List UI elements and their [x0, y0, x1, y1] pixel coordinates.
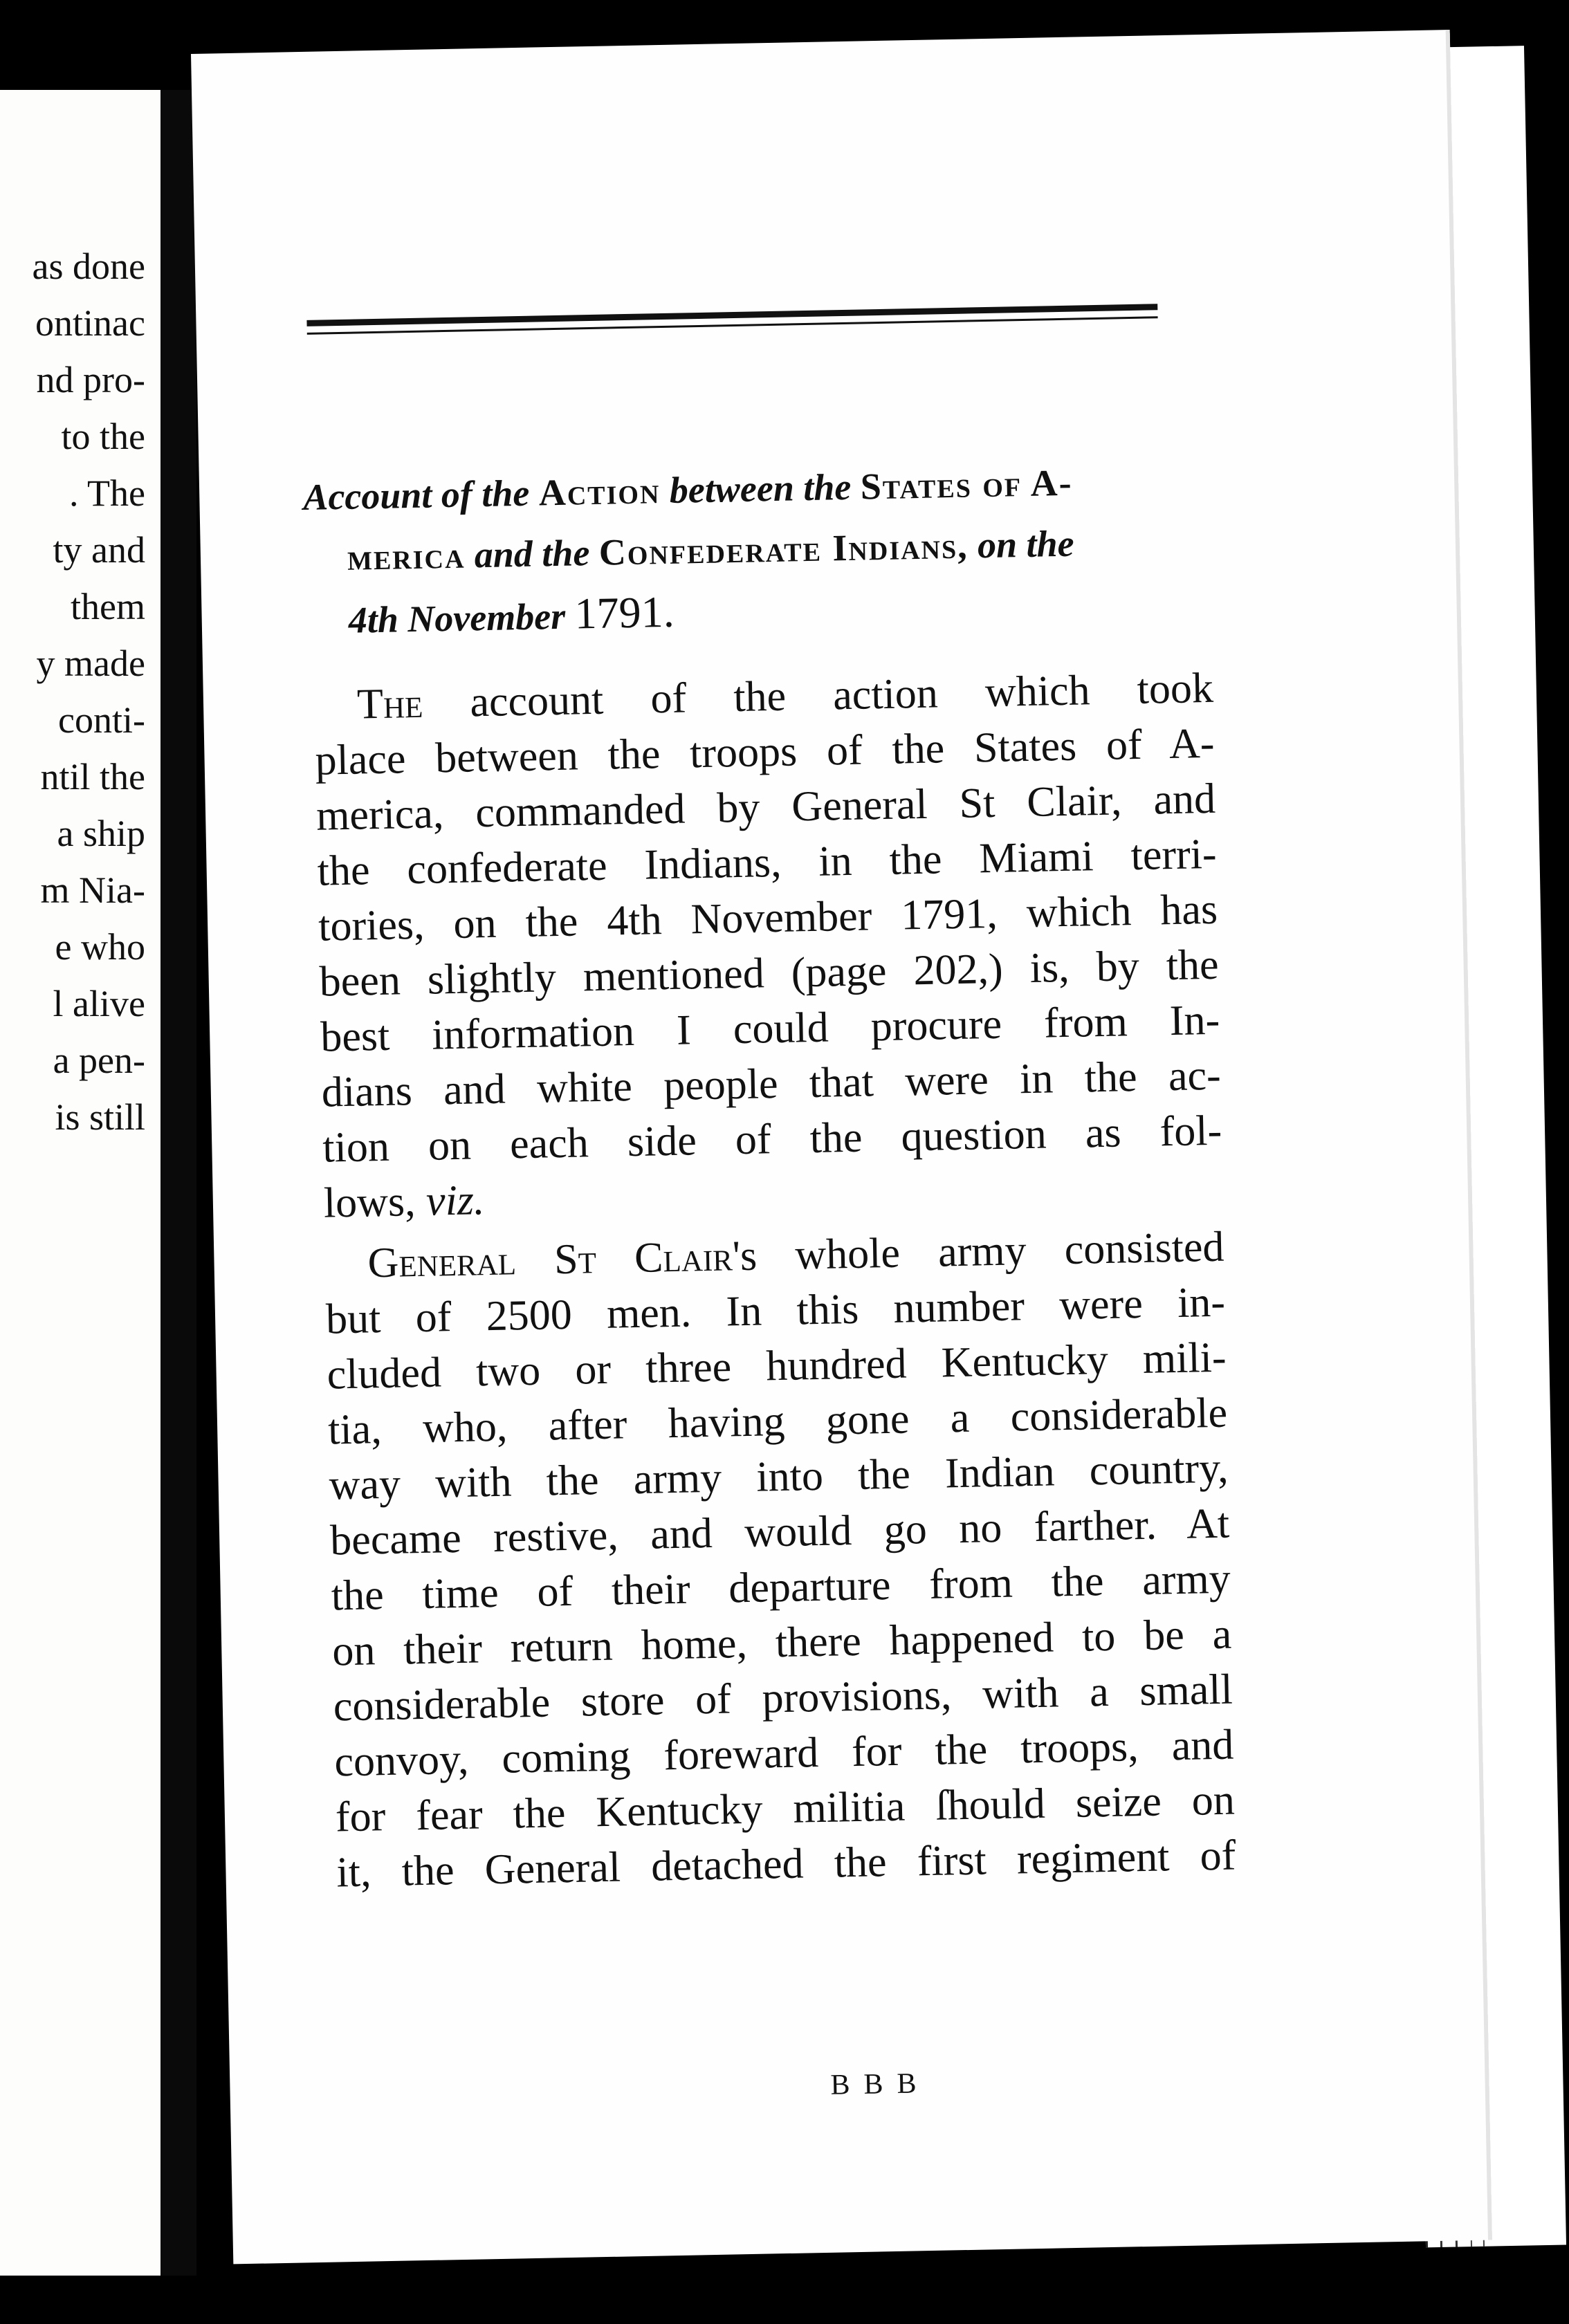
left-page-line: . The — [69, 472, 145, 514]
text-line: tia, who, after having gone a considerable — [327, 1389, 1228, 1454]
left-facing-page — [0, 90, 160, 2276]
chapter-title — [302, 450, 1205, 652]
text-line: tories, on the 4th November 1791, which has — [318, 885, 1218, 950]
left-page-line: y made — [36, 643, 145, 684]
header-rule — [306, 304, 1157, 326]
text-line: account of the action which took — [469, 664, 1214, 726]
text-line: merica, commanded by General St Clair, and — [315, 775, 1216, 840]
text-line: the time of their departure from the army — [331, 1555, 1231, 1620]
left-page-line: a ship — [57, 813, 145, 854]
title-text: merica — [347, 534, 466, 578]
title-text: States of A- — [860, 461, 1074, 508]
text-line: lows, — [323, 1178, 416, 1227]
text-line: the confederate Indians, in the Miami terri- — [317, 830, 1218, 895]
paragraph — [324, 1219, 1236, 1901]
text-line: on their return home, there happened to be a — [331, 1610, 1232, 1675]
signature-mark: BBB — [830, 2067, 930, 2101]
text-line: convoy, coming foreward for the troops, and — [333, 1721, 1234, 1786]
title-text: 4th November — [348, 595, 566, 641]
lead-word: General St Clair — [367, 1233, 733, 1287]
left-page-line: to the — [61, 416, 145, 457]
right-page — [191, 30, 1492, 2264]
title-text: and the — [474, 532, 590, 576]
text-line: for fear the Kentucky militia ſhould seize on — [335, 1776, 1236, 1841]
left-page-line: them — [71, 586, 145, 627]
title-year: 1791. — [574, 587, 675, 638]
text-line: best information I could procure from In- — [320, 996, 1220, 1061]
left-page-line: is still — [55, 1096, 145, 1138]
left-page-line: nd pro- — [36, 359, 145, 400]
left-page-line: ontinac — [35, 302, 145, 344]
text-line: cluded two or three hundred Kentucky mili- — [327, 1334, 1227, 1399]
left-page-line: m Nia- — [40, 869, 145, 911]
body-text — [313, 661, 1236, 1901]
title-text: Confederate Indians, — [598, 524, 969, 573]
text-line: became restive, and would go no farther. At — [329, 1500, 1230, 1565]
left-page-line: conti- — [58, 699, 145, 741]
text-line: tion on each side of the question as fol- — [322, 1107, 1222, 1172]
left-page-line: a pen- — [53, 1040, 145, 1081]
text-line: it, the General detached the first regiment of — [336, 1832, 1236, 1897]
title-text: Action — [538, 470, 661, 514]
text-line: dians and white people that were in the ac- — [321, 1051, 1222, 1116]
paragraph — [313, 661, 1223, 1231]
text-line: place between the troops of the States of A- — [314, 719, 1215, 784]
title-text: between the — [669, 465, 852, 511]
book-gutter — [160, 90, 196, 2276]
text-line: 's whole army consisted — [732, 1223, 1225, 1280]
left-page-line: e who — [55, 926, 145, 968]
title-text: Account of the — [302, 472, 530, 518]
text-italic: viz. — [425, 1177, 486, 1225]
text-line: been slightly mentioned (page 202,) is, by the — [319, 941, 1220, 1006]
text-line: considerable store of provisions, with a small — [333, 1666, 1233, 1731]
lead-word: The — [356, 679, 423, 728]
text-line: but of 2500 men. In this number were in- — [325, 1278, 1226, 1343]
left-page-line: ntil the — [40, 756, 145, 797]
text-line: way with the army into the Indian country, — [329, 1444, 1229, 1509]
left-page-line: as done — [32, 246, 145, 287]
left-page-line: ty and — [53, 529, 145, 571]
left-page-line: l alive — [53, 983, 145, 1024]
title-text: on the — [977, 522, 1075, 566]
